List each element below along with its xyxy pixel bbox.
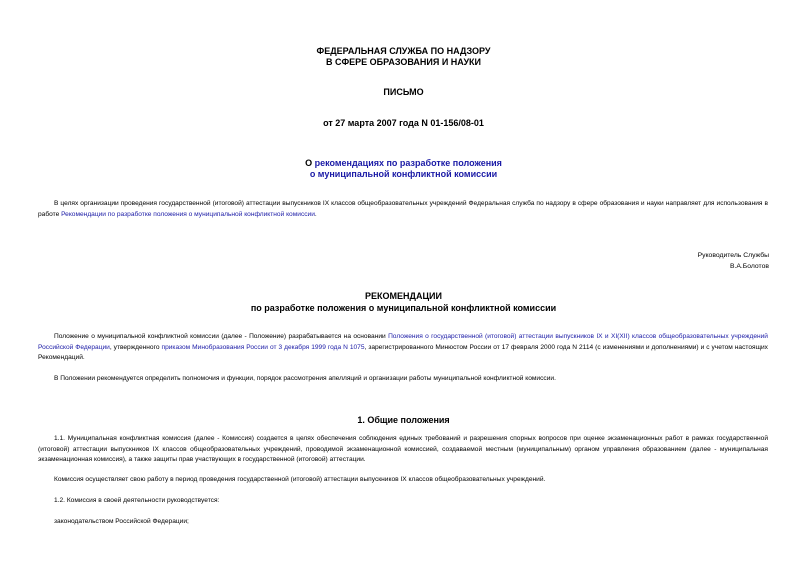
signature-name: В.А.Болотов [729,263,769,270]
scope-paragraph: В Положении рекомендуется определить полномочия и функции, порядок рассмотрения апелляций и организации работы муниципальной конфликтной комиссии. [54,375,556,382]
regulation-link[interactable]: Положения о государственной (итоговой) аттестации выпускников IX и XI(XII) классов общеобразовательных учреждений Российской Федерации [38,333,768,351]
agency-name-line1: ФЕДЕРАЛЬНАЯ СЛУЖБА ПО НАДЗОРУ [316,46,491,56]
basis-text-3: , зарегистрированного Минюстом России от 17 февраля 2000 года N 2114 (с изменениями и дополнениями) и с учетом настоящих Рекомендаций. [38,343,768,362]
subject-prefix: О [305,158,315,168]
section-1-paragraph-1: 1.1. Муниципальная конфликтная комиссия (далее - Комиссия) создается в целях обеспечения соблюдения единых требований и разрешения спорных вопросов при оценке экзаменационных работ в рамках государственной (итоговой) аттестации выпускников IX классов общеобразовательных учреждений, проводимой экзаменационной комиссией, создаваемой местным (муниципальным) органом управления образованием (далее - муниципальная экзаменационная комиссия), а также защиты прав участвующих в государственной (итоговой) аттестации. [38,435,768,464]
agency-name-line2: В СФЕРЕ ОБРАЗОВАНИЯ И НАУКИ [325,57,482,67]
order-link[interactable]: приказом Минобразования России от 3 декабря 1999 года N 1075 [161,343,365,351]
subject-line2 [0,169,807,180]
intro-text: В целях организации проведения государственной (итоговой) аттестации выпускников IX классов общеобразовательных учреждений Федеральная служба по надзору в сфере образования и науки направляет для использования в работе [38,200,768,218]
basis-text-1: Положение о муниципальной конфликтной комиссии (далее - Положение) разрабатывается на основании [54,333,389,340]
signature-position: Руководитель Службы [697,252,769,259]
section-1-paragraph-2: Комиссия осуществляет свою работу в период проведения государственной (итоговой) аттестации выпускников IX классов общеобразовательных учреждений. [54,476,546,483]
section-1-paragraph-4: законодательством Российской Федерации; [54,518,189,525]
subject-line1 [0,158,807,169]
recommendations-subtitle: по разработке положения о муниципальной конфликтной комиссии [250,303,557,313]
subject-link-line2[interactable]: о муниципальной конфликтной комиссии [309,169,498,179]
section-1-title: 1. Общие положения [357,415,450,425]
document-date: от 27 марта 2007 года N 01-156/08-01 [323,118,484,128]
intro-end: . [314,210,317,218]
recommendations-title: РЕКОМЕНДАЦИИ [365,291,442,301]
document-type: ПИСЬМО [383,87,424,97]
recommendations-link[interactable]: Рекомендации по разработке положения о муниципальной конфликтной комиссии [61,210,315,218]
basis-text-2: , утвержденного [109,343,162,351]
section-1-paragraph-3: 1.2. Комиссия в своей деятельности руководствуется: [54,497,220,504]
intro-paragraph [38,199,768,220]
basis-paragraph [38,332,768,364]
subject-link-line1[interactable]: рекомендациях по разработке положения [314,158,502,168]
